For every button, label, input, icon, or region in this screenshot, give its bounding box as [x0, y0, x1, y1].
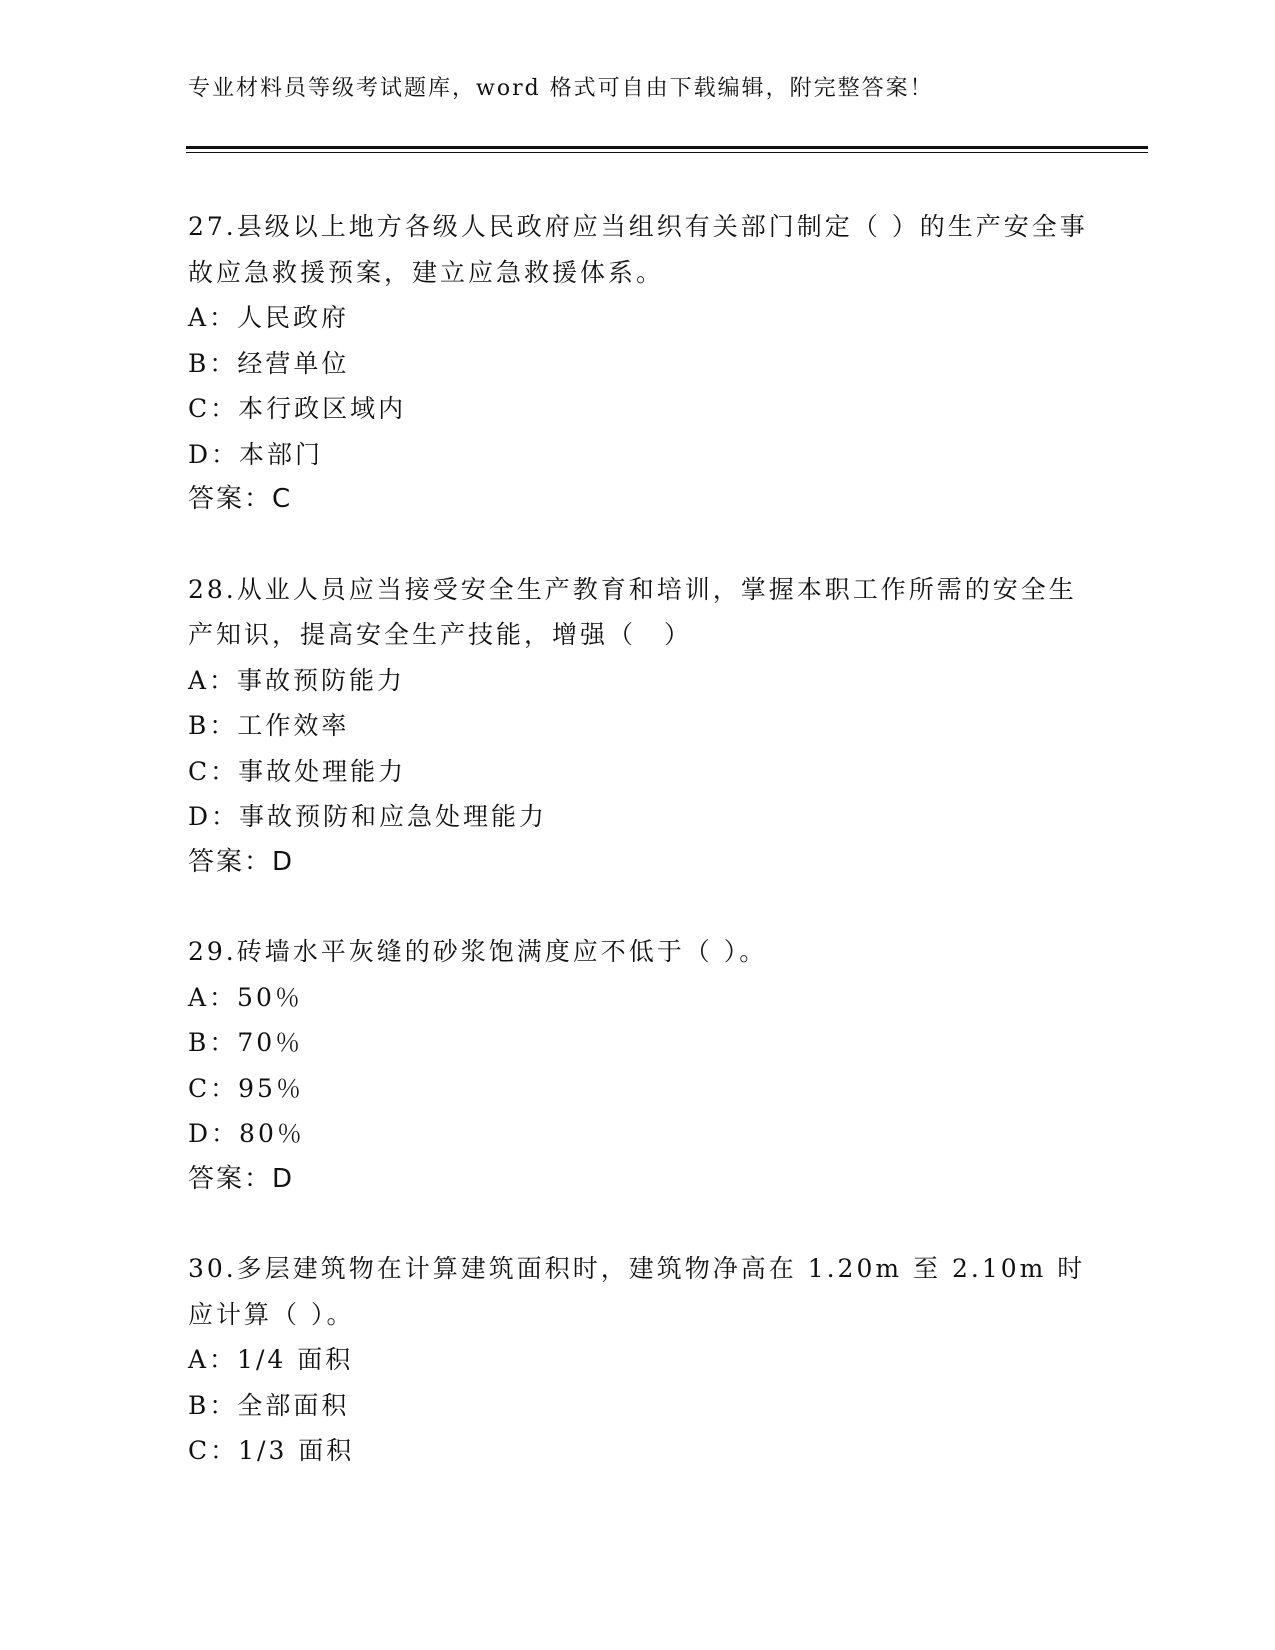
document-header: 专业材料员等级考试题库，word 格式可自由下载编辑，附完整答案！: [188, 76, 934, 101]
question-stem: 29.砖墙水平灰缝的砂浆饱满度应不低于（ ）。: [188, 937, 768, 966]
option-b: B：工作效率: [188, 711, 350, 740]
header-rule-thick: [186, 146, 1148, 149]
option-a: A：1/4 面积: [188, 1345, 354, 1374]
option-c: C：95％: [188, 1073, 304, 1103]
option-a: A：人民政府: [188, 303, 350, 332]
question-stem: 27.县级以上地方各级人民政府应当组织有关部门制定（ ）的生产安全事故应急救援预案，建立应急救援体系。: [188, 212, 1088, 287]
option-c: C：1/3 面积: [188, 1436, 355, 1465]
option-a: A：事故预防能力: [188, 665, 406, 695]
answer: 答案：C: [188, 484, 293, 514]
option-b: B：70％: [188, 1028, 304, 1057]
option-b: B：经营单位: [188, 348, 350, 378]
option-c: C：事故处理能力: [188, 756, 407, 786]
answer: 答案：D: [188, 1163, 295, 1194]
header-rule-thin: [186, 152, 1148, 153]
option-d: D：80％: [188, 1119, 305, 1148]
question-28: [188, 567, 1088, 886]
question-stem: 30.多层建筑物在计算建筑面积时，建筑物净高在 1.20m 至 2.10m 时应计算（ ）。: [188, 1254, 1086, 1329]
option-d: D：事故预防和应急处理能力: [188, 802, 548, 831]
answer: 答案：D: [188, 846, 295, 877]
question-stem: 28.从业人员应当接受安全生产教育和培训，掌握本职工作所需的安全生产知识，提高安全生产技能，增强（ ）: [188, 574, 1077, 649]
option-b: B：全部面积: [188, 1390, 350, 1420]
option-a: A：50％: [188, 982, 303, 1012]
option-d: D：本部门: [188, 439, 324, 469]
question-29: [188, 929, 1088, 1202]
question-27: [188, 204, 1088, 523]
question-list: [188, 204, 1088, 1518]
question-30: [188, 1246, 1088, 1474]
option-c: C：本行政区域内: [188, 394, 407, 423]
